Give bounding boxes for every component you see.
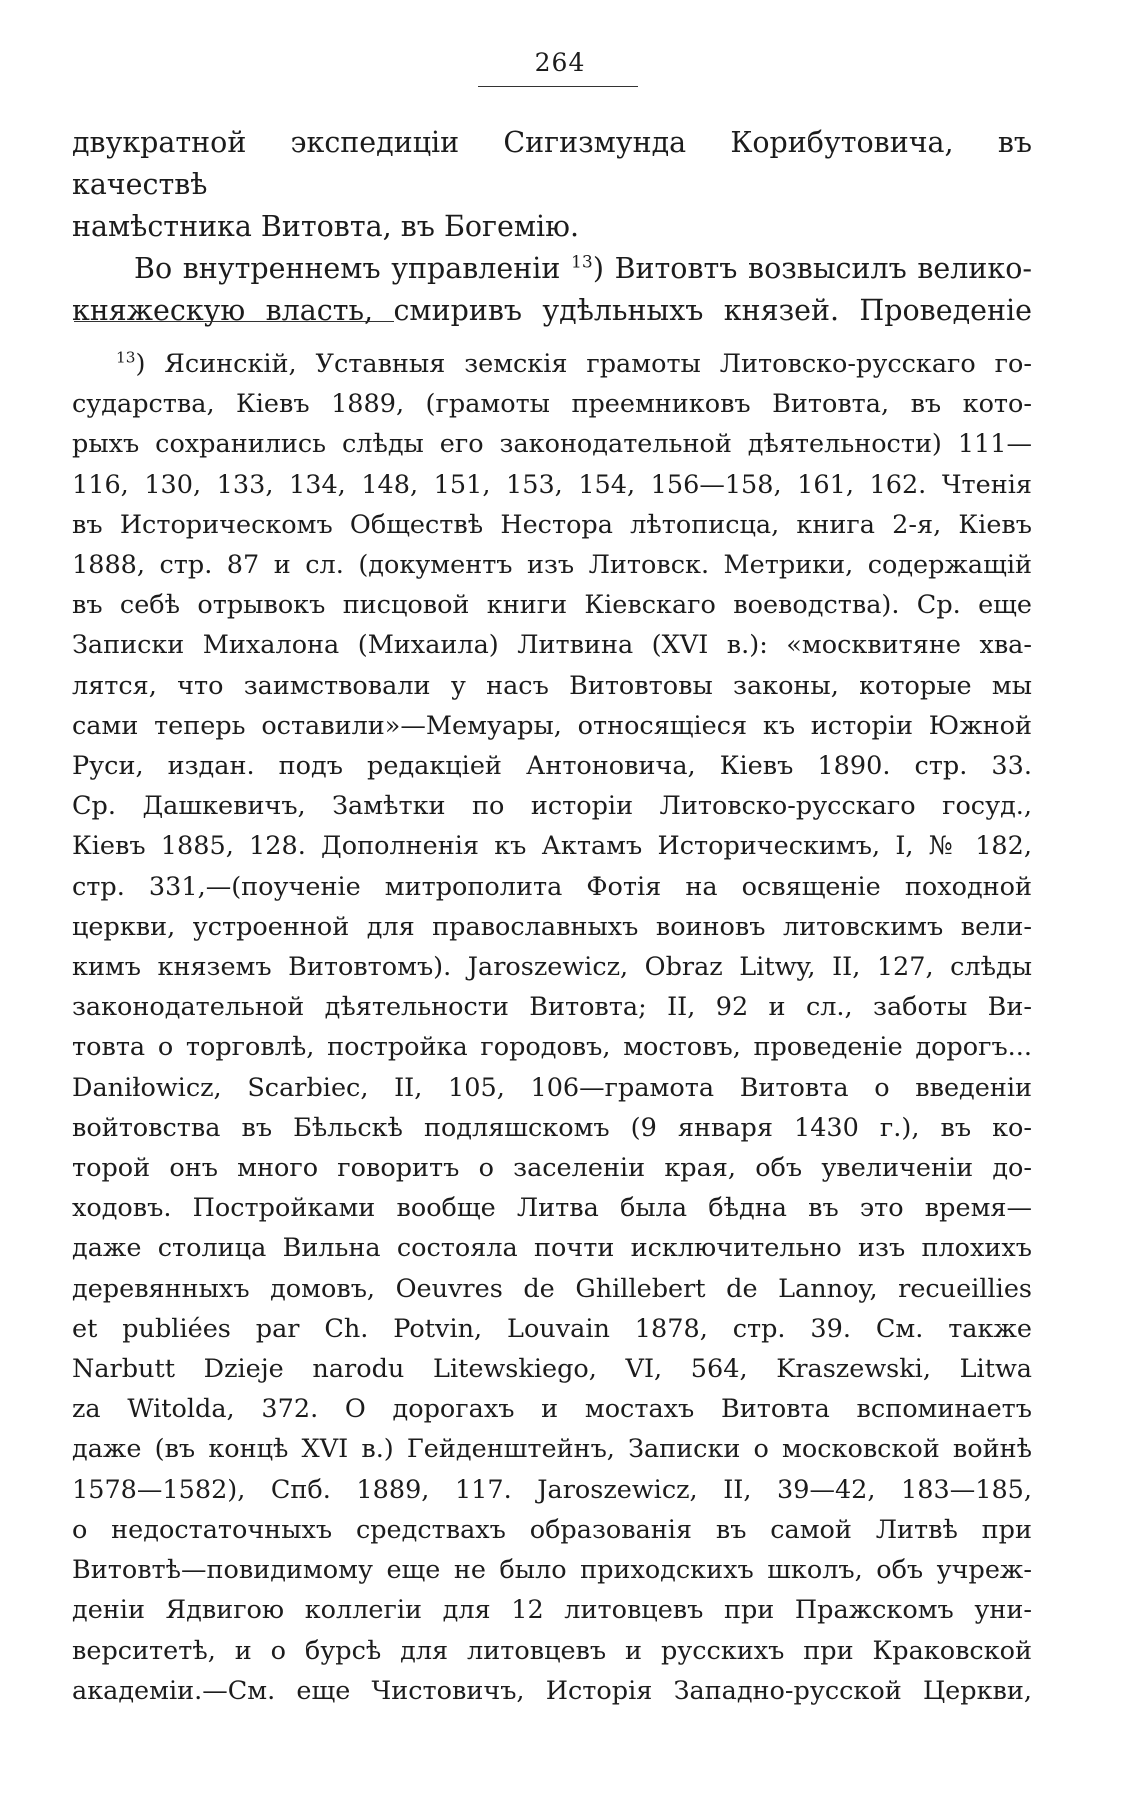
footnote-line (72, 1631, 1032, 1671)
footnote-text: Daniłowicz, Scarbiec, II, 105, 106—грамота Витовта о введеніи (72, 1072, 1032, 1103)
footnote-line (72, 1349, 1032, 1389)
paragraph-line: княжескую власть, смиривъ удѣльныхъ князей. Проведеніе (72, 294, 1032, 327)
footnote-line (72, 1429, 1032, 1469)
footnote-text: лятся, что заимствовали у насъ Витовтовы законы, которые мы (72, 670, 1032, 701)
main-text (72, 122, 1032, 332)
footnote-text: Ср. Дашкевичъ, Замѣтки по исторіи Литовско-русскаго госуд., (72, 791, 1032, 822)
footnote-line (72, 424, 1032, 464)
footnote-line (72, 585, 1032, 625)
header-rule (478, 86, 638, 87)
footnote-text: сударства, Кіевъ 1889, (грамоты преемниковъ Витовта, въ кото- (72, 389, 1032, 420)
footnote-text: 1578—1582), Спб. 1889, 117. Jaroszewicz, II, 39—42, 183—185, (72, 1474, 1032, 1505)
footnote-line (72, 465, 1032, 505)
footnote-line (72, 987, 1032, 1027)
footnote-text: сами теперь оставили»—Мемуары, относящіеся къ исторіи Южной (72, 710, 1032, 741)
footnote-line (72, 826, 1032, 866)
footnote-line (72, 666, 1032, 706)
footnote-text: о недостаточныхъ средствахъ образованія въ самой Литвѣ при (72, 1514, 1032, 1545)
footnote-reference[interactable]: 13 (571, 252, 593, 273)
footnote-text: въ себѣ отрывокъ писцовой книги Кіевскаго воеводства). Ср. еще (72, 590, 1032, 621)
footnote-text: 1888, стр. 87 и сл. (документъ изъ Литовск. Метрики, содержащій (72, 550, 1032, 581)
footnote-line (72, 1188, 1032, 1228)
footnote-line (72, 1027, 1032, 1067)
footnote-line (72, 907, 1032, 947)
paragraph-line: двукратной экспедиціи Сигизмунда Корибутовича, въ качествѣ (72, 126, 1032, 201)
footnote-text: Руси, издан. подъ редакціей Антоновича, Кіевъ 1890. стр. 33. (72, 751, 1032, 782)
paragraph-line (72, 248, 1032, 290)
footnote-line (72, 1309, 1032, 1349)
footnote-text: войтовства въ Бѣльскѣ подляшскомъ (9 января 1430 г.), въ ко- (72, 1112, 1032, 1143)
footnote-text: въ Историческомъ Обществѣ Нестора лѣтописца, книга 2-я, Кіевъ (72, 509, 1032, 540)
footnote-marker: 13 (116, 348, 136, 367)
footnote-line (72, 1550, 1032, 1590)
footnote-line (72, 1108, 1032, 1148)
footnote-text: Кіевъ 1885, 128. Дополненія къ Актамъ Историческимъ, I, № 182, (72, 831, 1032, 862)
footnote-line (72, 706, 1032, 746)
footnote-line (72, 1269, 1032, 1309)
footnote-text: стр. 331,—(поученіе митрополита Фотія на освященіе походной (72, 871, 1032, 902)
footnote-text: даже (въ концѣ XVI в.) Гейденштейнъ, Записки о московской войнѣ (72, 1434, 1032, 1465)
footnote-text: даже столица Вильна состояла почти исключительно изъ плохихъ (72, 1233, 1032, 1264)
paragraph-text: Во внутреннемъ управленіи (134, 252, 572, 285)
footnote-text: Narbutt Dzieje narodu Litewskiego, VI, 564, Kraszewski, Litwa (72, 1354, 1032, 1385)
footnote-line (72, 625, 1032, 665)
footnote-line (72, 545, 1032, 585)
footnote-line (72, 867, 1032, 907)
footnote-text: ) Ясинскій, Уставныя земскія грамоты Литовско-русскаго го- (135, 349, 1032, 379)
footnote-line (72, 344, 1032, 384)
footnote-line (72, 1671, 1032, 1711)
footnote-text: деніи Ядвигою коллегіи для 12 литовцевъ при Пражскомъ уни- (72, 1595, 1032, 1626)
footnote-line (72, 786, 1032, 826)
footnote-rule (74, 321, 394, 322)
paragraph-text: ) Витовтъ возвысилъ велико- (592, 252, 1032, 285)
paragraph-line: намѣстника Витовта, въ Богемію. (72, 210, 580, 243)
footnote-text: 116, 130, 133, 134, 148, 151, 153, 154, 156—158, 161, 162. Чтенія (72, 469, 1032, 500)
footnote-text: et publiées par Ch. Potvin, Louvain 1878, стр. 39. См. также (72, 1313, 1032, 1344)
footnote-line (72, 1228, 1032, 1268)
footnote-line (72, 746, 1032, 786)
footnote-text: законодательной дѣятельности Витовта; II, 92 и сл., заботы Ви- (72, 992, 1032, 1023)
footnote-line (72, 1470, 1032, 1510)
footnote-text: Витовтѣ—повидимому еще не было приходскихъ школъ, объ учреж- (72, 1555, 1032, 1586)
footnote-line (72, 384, 1032, 424)
footnote-line (72, 1389, 1032, 1429)
footnote-line (72, 1068, 1032, 1108)
footnote-text: рыхъ сохранились слѣды его законодательной дѣятельности) 111— (72, 429, 1032, 460)
footnote-text: деревянныхъ домовъ, Oeuvres de Ghillebert de Lannoy, recueillies (72, 1273, 1032, 1304)
footnote-text: верситетѣ, и о бурсѣ для литовцевъ и русскихъ при Краковской (72, 1635, 1032, 1666)
footnote-text: кимъ княземъ Витовтомъ). Jaroszewicz, Obraz Litwy, II, 127, слѣды (72, 952, 1032, 983)
footnote-line (72, 505, 1032, 545)
footnote-line (72, 1510, 1032, 1550)
footnote-text: товта о торговлѣ, постройка городовъ, мостовъ, проведеніе дорогъ... (72, 1032, 1032, 1063)
footnote-text: торой онъ много говоритъ о заселеніи края, объ увеличеніи до- (72, 1153, 1032, 1184)
page-number: 264 (534, 48, 586, 77)
footnote-line (72, 1148, 1032, 1188)
footnote-block (72, 344, 1032, 1711)
footnote-line (72, 947, 1032, 987)
footnote-text: церкви, устроенной для православныхъ воиновъ литовскимъ вели- (72, 911, 1032, 942)
footnote-text: Записки Михалона (Михаила) Литвина (XVI в.): «москвитяне хва- (72, 630, 1032, 661)
footnote-line (72, 1590, 1032, 1630)
footnote-text: ходовъ. Постройками вообще Литва была бѣдна въ это время— (72, 1193, 1032, 1224)
footnote-text: za Witolda, 372. О дорогахъ и мостахъ Витовта вспоминаетъ (72, 1394, 1032, 1425)
footnote-text: академіи.—См. еще Чистовичъ, Исторія Западно-русской Церкви, (72, 1675, 1032, 1706)
